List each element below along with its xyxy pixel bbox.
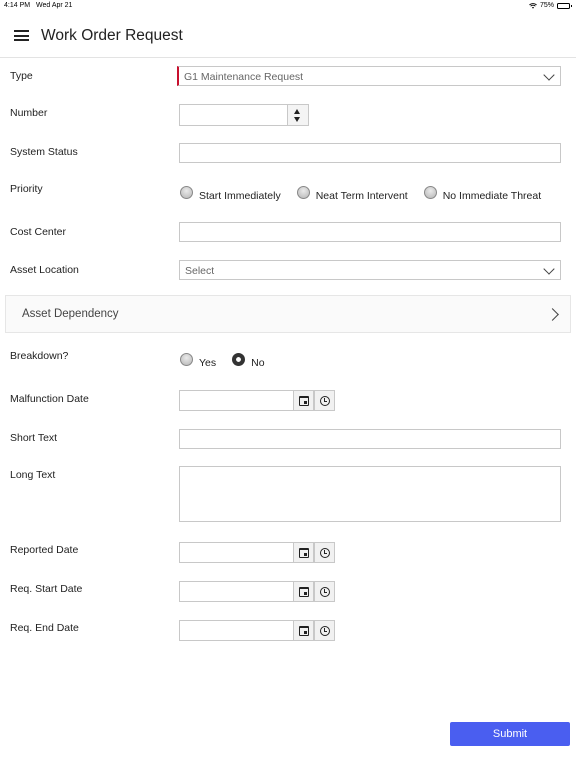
- radio-label: Start Immediately: [199, 189, 281, 202]
- calendar-button[interactable]: [293, 390, 314, 411]
- breakdown-label: Breakdown?: [10, 350, 69, 362]
- battery-icon: [557, 3, 570, 9]
- req-start-date-label: Req. Start Date: [10, 583, 83, 595]
- stepper-down-icon[interactable]: [294, 117, 300, 122]
- req-end-date-input[interactable]: [179, 620, 294, 641]
- stepper-up-icon[interactable]: [294, 109, 300, 114]
- page-title: Work Order Request: [41, 27, 183, 44]
- system-status-input[interactable]: [179, 143, 561, 163]
- breakdown-option-yes[interactable]: [180, 356, 216, 369]
- radio-label: No: [251, 356, 265, 369]
- time-button[interactable]: [314, 620, 335, 641]
- clock-icon: [320, 548, 330, 558]
- status-date: Wed Apr 21: [36, 2, 73, 9]
- req-end-date-label: Req. End Date: [10, 622, 79, 634]
- radio-button[interactable]: [180, 353, 193, 366]
- time-button[interactable]: [314, 581, 335, 602]
- calendar-icon: [299, 396, 309, 406]
- system-status-label: System Status: [10, 146, 78, 158]
- type-select[interactable]: [177, 66, 561, 86]
- priority-option-near-term[interactable]: [297, 189, 408, 202]
- time-button[interactable]: [314, 542, 335, 563]
- radio-button[interactable]: [297, 186, 310, 199]
- radio-label: No Immediate Threat: [442, 189, 542, 202]
- clock-icon: [320, 587, 330, 597]
- long-text-textarea[interactable]: [179, 466, 561, 522]
- time-button[interactable]: [314, 390, 335, 411]
- priority-option-start-immediately[interactable]: [180, 189, 281, 202]
- radio-button[interactable]: [180, 186, 193, 199]
- wifi-icon: [529, 3, 537, 9]
- chevron-right-icon: [546, 308, 559, 321]
- reported-date-input[interactable]: [179, 542, 294, 563]
- short-text-input[interactable]: [179, 429, 561, 449]
- calendar-button[interactable]: [293, 620, 314, 641]
- calendar-icon: [299, 626, 309, 636]
- number-stepper[interactable]: [287, 104, 309, 126]
- malfunction-date-input[interactable]: [179, 390, 294, 411]
- number-label: Number: [10, 107, 48, 119]
- clock-icon: [320, 396, 330, 406]
- priority-label: Priority: [10, 183, 43, 195]
- status-time: 4:14 PM: [4, 2, 31, 9]
- app-header: [0, 12, 576, 58]
- radio-button-checked[interactable]: [232, 353, 245, 366]
- submit-button[interactable]: Submit: [450, 722, 570, 746]
- chevron-down-icon: [543, 69, 554, 80]
- status-bar: [0, 0, 576, 12]
- priority-radio-group: [180, 189, 541, 202]
- type-select-value: G1 Maintenance Request: [184, 71, 304, 83]
- req-start-date-input[interactable]: [179, 581, 294, 602]
- calendar-button[interactable]: [293, 581, 314, 602]
- status-right: [529, 2, 570, 9]
- breakdown-option-no[interactable]: [232, 356, 264, 369]
- clock-icon: [320, 626, 330, 636]
- reported-date-label: Reported Date: [10, 544, 79, 556]
- radio-label: Yes: [199, 356, 217, 369]
- battery-percent: 75%: [539, 2, 554, 9]
- cost-center-input[interactable]: [179, 222, 561, 242]
- radio-label: Neat Term Intervent: [315, 189, 408, 202]
- chevron-down-icon: [543, 263, 554, 274]
- cost-center-label: Cost Center: [10, 226, 67, 238]
- calendar-button[interactable]: [293, 542, 314, 563]
- type-label: Type: [10, 70, 33, 82]
- number-input[interactable]: [179, 104, 288, 126]
- priority-option-no-threat[interactable]: [424, 189, 541, 202]
- asset-location-placeholder: Select: [185, 265, 215, 277]
- long-text-label: Long Text: [10, 469, 56, 481]
- asset-dependency-label: Asset Dependency: [22, 308, 119, 320]
- calendar-icon: [299, 587, 309, 597]
- short-text-label: Short Text: [10, 432, 58, 444]
- asset-dependency-panel[interactable]: [5, 295, 571, 333]
- calendar-icon: [299, 548, 309, 558]
- asset-location-select[interactable]: [179, 260, 561, 280]
- malfunction-date-label: Malfunction Date: [10, 393, 89, 405]
- hamburger-menu-icon[interactable]: [14, 30, 29, 41]
- breakdown-radio-group: [180, 356, 265, 369]
- radio-button[interactable]: [424, 186, 437, 199]
- asset-location-label: Asset Location: [10, 264, 79, 276]
